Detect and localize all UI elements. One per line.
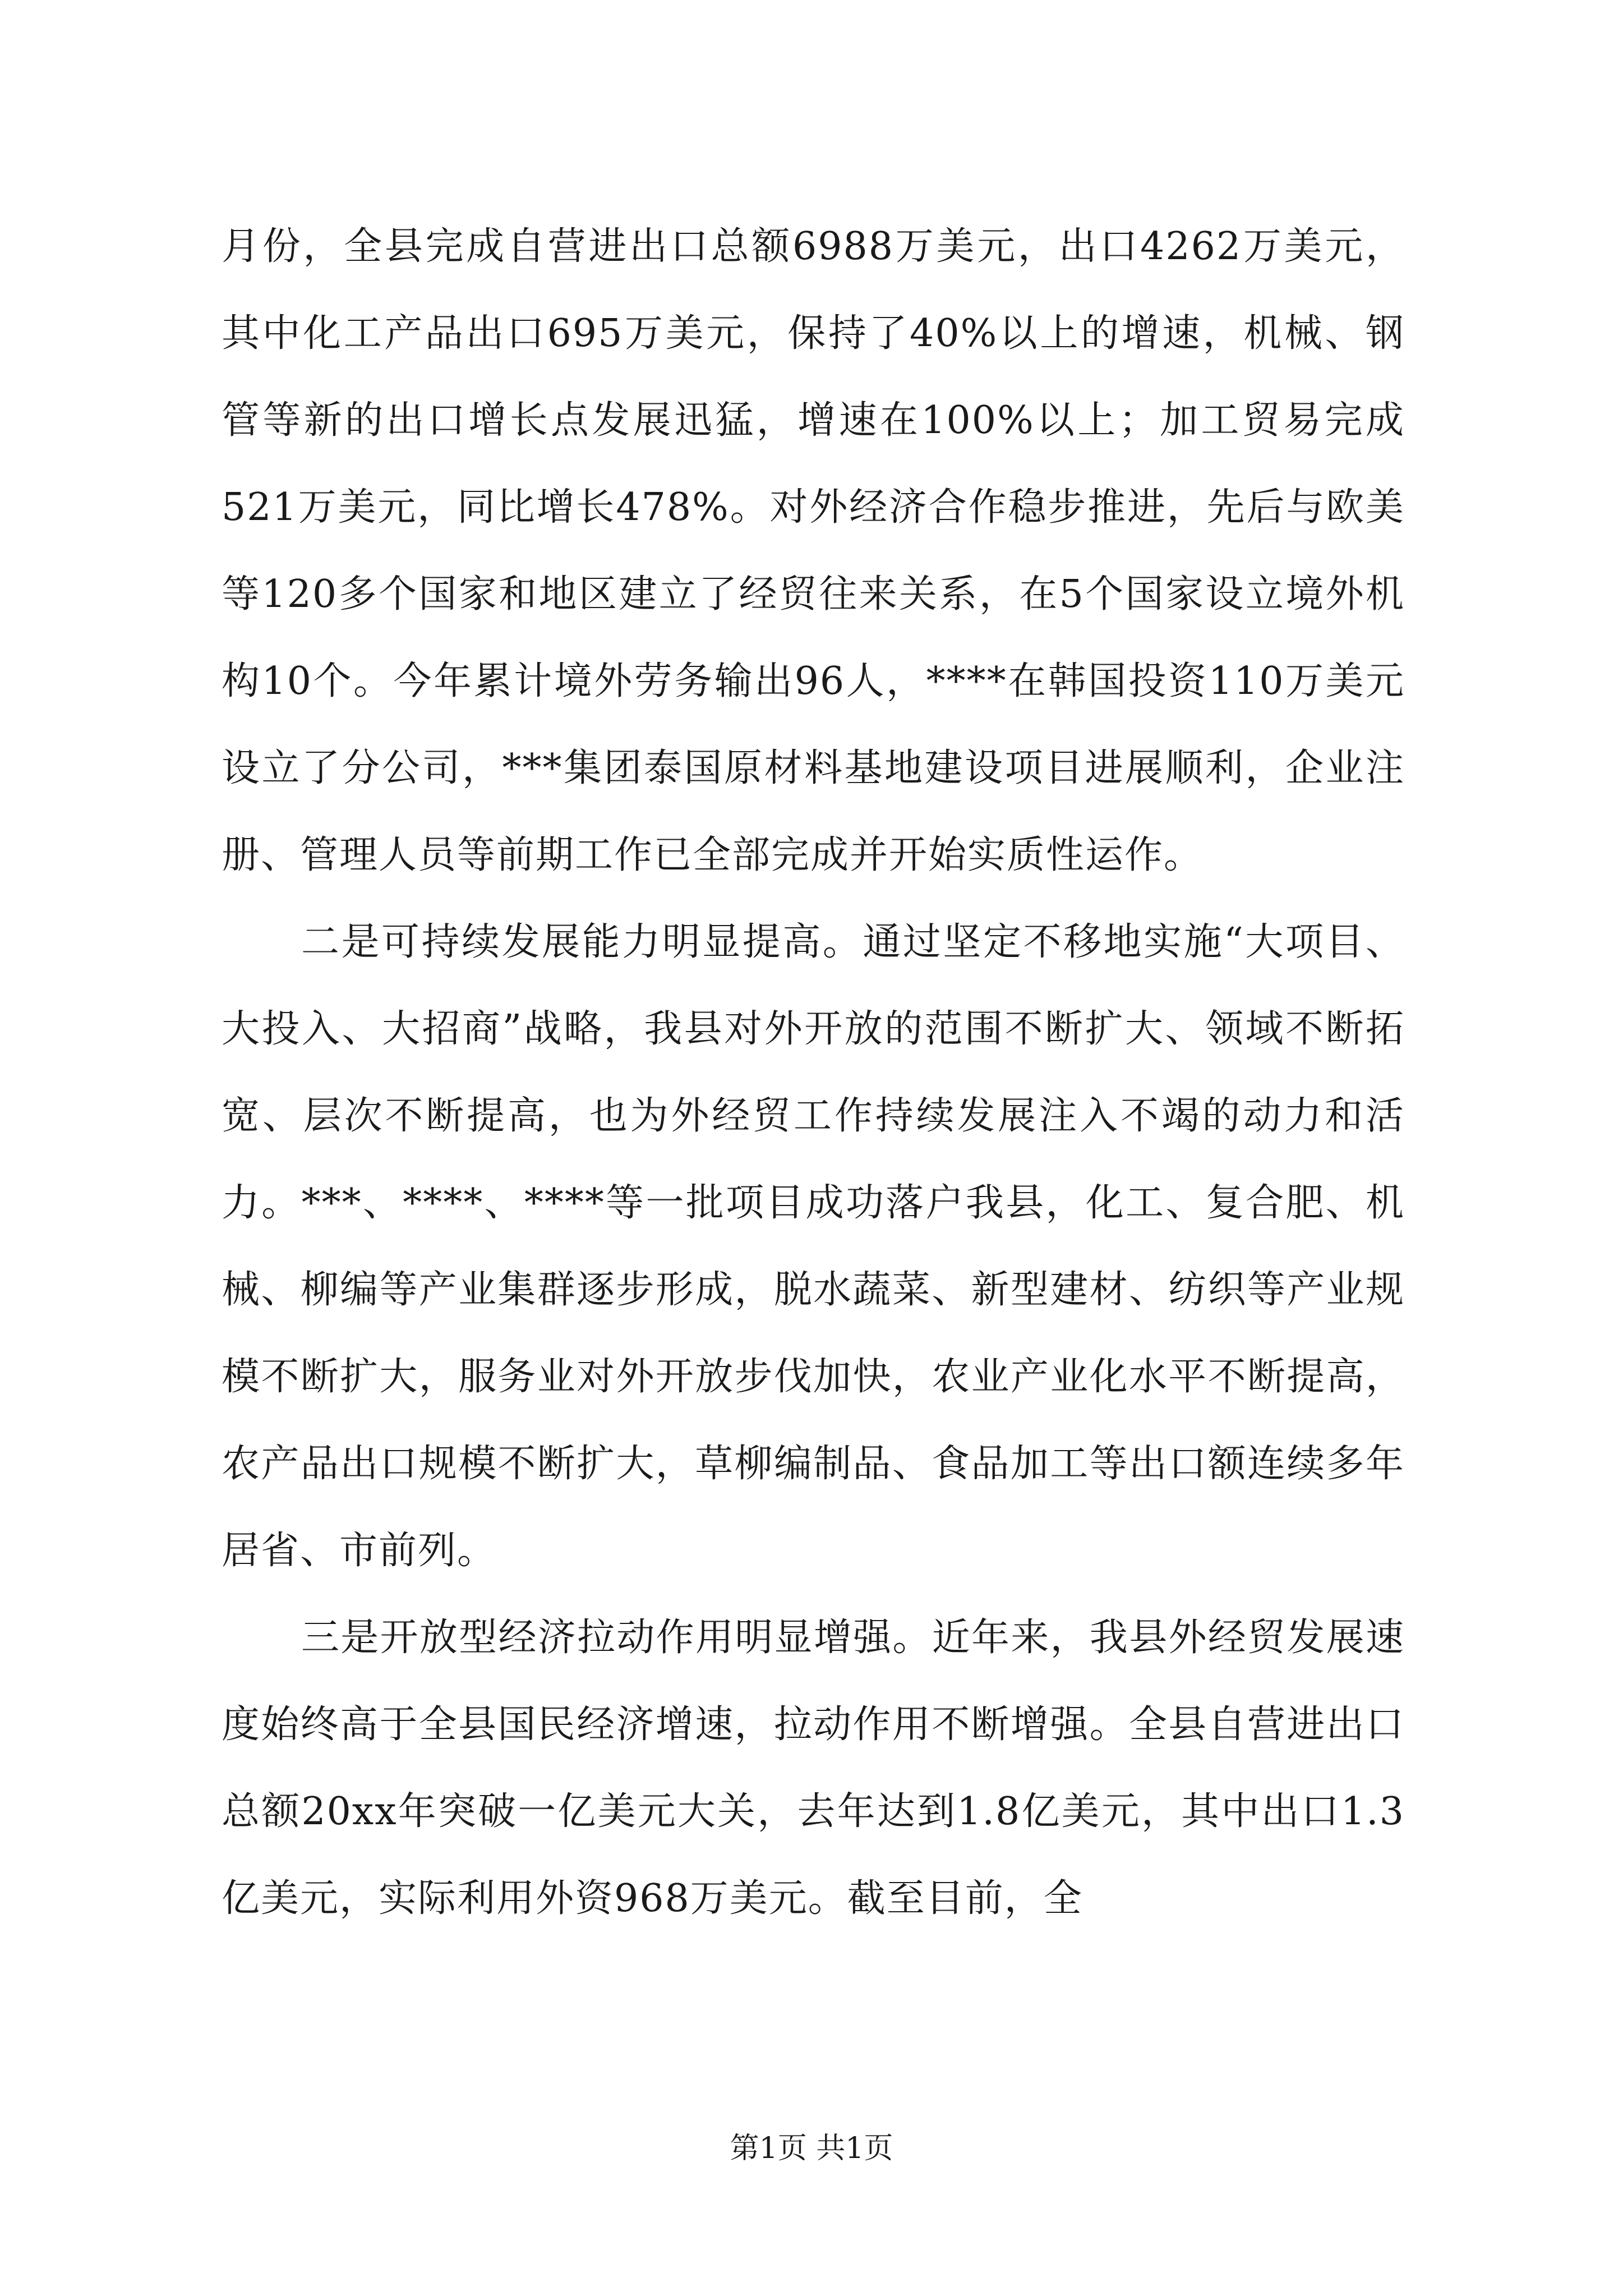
page-footer: 第1页 共1页 [730,2132,893,2165]
paragraph-1: 月份，全县完成自营进出口总额6988万美元，出口4262万美元，其中化工产品出口695万美元，保持了40%以上的增速，机械、钢管等新的出口增长点发展迅猛，增速在100%以上；加工贸易完成521万美元，同比增长478%。对外经济合作稳步推进，先后与欧美等120多个国家和地区建立了经贸往来关系，在5个国家设立境外机构10个。今年累计境外劳务输出96人，****在韩国投资110万美元设立了分公司，***集团泰国原材料基地建设项目进展顺利，企业注册、管理人员等前期工作已全部完成并开始实质性运作。 [222,224,1405,877]
document-body [222,203,1405,1942]
paragraph-2: 二是可持续发展能力明显提高。通过坚定不移地实施“大项目、大投入、大招商”战略，我县对外开放的范围不断扩大、领域不断拓宽、层次不断提高，也为外经贸工作持续发展注入不竭的动力和活力。***、****、****等一批项目成功落户我县，化工、复合肥、机械、柳编等产业集群逐步形成，脱水蔬菜、新型建材、纺织等产业规模不断扩大，服务业对外开放步伐加快，农业产业化水平不断提高，农产品出口规模不断扩大，草柳编制品、食品加工等出口额连续多年居省、市前列。 [222,920,1405,1573]
paragraph-3: 三是开放型经济拉动作用明显增强。近年来，我县外经贸发展速度始终高于全县国民经济增速，拉动作用不断增强。全县自营进出口总额20xx年突破一亿美元大关，去年达到1.8亿美元，其中出口1.3亿美元，实际利用外资968万美元。截至目前，全 [222,1616,1405,1921]
